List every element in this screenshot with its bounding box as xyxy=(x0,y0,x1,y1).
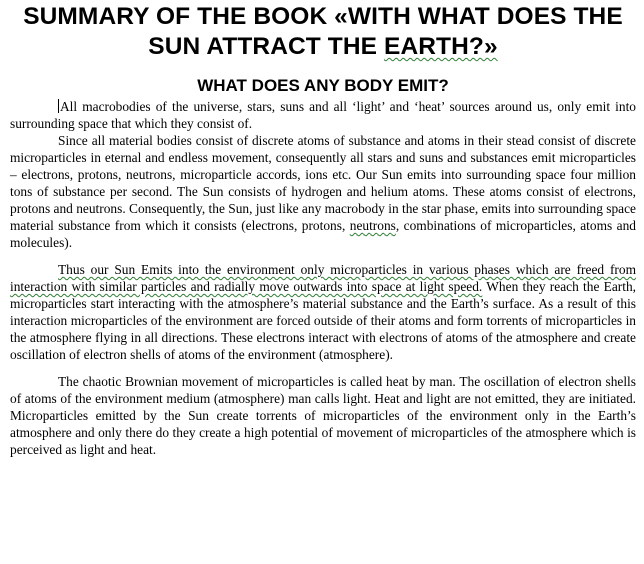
paragraph-1[interactable] xyxy=(10,98,636,132)
paragraph-3-flagged-sentence: Thus our Sun Emits into the environment only microparticles in various phases which are freed from interaction with similar particles and radially move outwards into space at light speed. xyxy=(10,262,636,294)
book-title-text: SUMMARY OF THE BOOK «WITH WHAT DOES THE SUN ATTRACT THE xyxy=(23,3,623,60)
paragraph-3-text: When they reach the Earth, microparticles start interacting with the atmosphere’s material substance and the Earth’s surface. As a result of this interaction microparticles of the environment are forced outside of their atoms and form torrents of microparticles in the atmosphere flying in all directions. These electrons interact with electrons of atoms of the atmosphere and create oscillation of electron shells of atoms of the environment (atmosphere). xyxy=(10,279,636,362)
paragraph-4[interactable] xyxy=(10,373,636,458)
paragraph-2-flagged-word: neutrons xyxy=(349,218,396,233)
book-title-flagged-word: EARTH?» xyxy=(384,33,498,60)
book-title xyxy=(10,2,636,62)
paragraph-4-text: The chaotic Brownian movement of microparticles is called heat by man. The oscillation of electron shells of atoms of the environment medium (atmosphere) man calls light. Heat and light are not emitted, they are initiated. Microparticles emitted by the Sun create torrents of microparticles of the environment only in the Earth’s atmosphere and only there do they create a high potential of movement of microparticles of the atmosphere which is perceived as light and heat. xyxy=(10,374,636,457)
paragraph-1-text: All macrobodies of the universe, stars, suns and all ‘light’ and ‘heat’ sources around us, only emit into surrounding space that which they consist of. xyxy=(10,99,636,131)
section-heading: WHAT DOES ANY BODY EMIT? xyxy=(197,76,449,95)
paragraph-2-text-c: , combinations of microparticles, atoms and molecules). xyxy=(10,218,637,250)
paragraph-3[interactable] xyxy=(10,261,636,363)
paragraph-2-text-a: Since all material bodies consist of discrete atoms of substance and atoms in their stead consist of discrete microparticles in eternal and endless movement, consequently all stars and suns and substances emit microparticles – electrons, protons, neutrons, microparticle accords, ions etc. Our Sun emits into surrounding space four million tons of substance per second. The Sun consists of hydrogen and helium atoms. These atoms consist of electrons, protons and neutrons. Consequently, the Sun, just like any macrobody in the star phase, emits into surrounding space material substance from which it consists (electrons, protons, xyxy=(10,133,636,233)
paragraph-2[interactable] xyxy=(10,132,636,251)
text-cursor xyxy=(58,99,59,113)
